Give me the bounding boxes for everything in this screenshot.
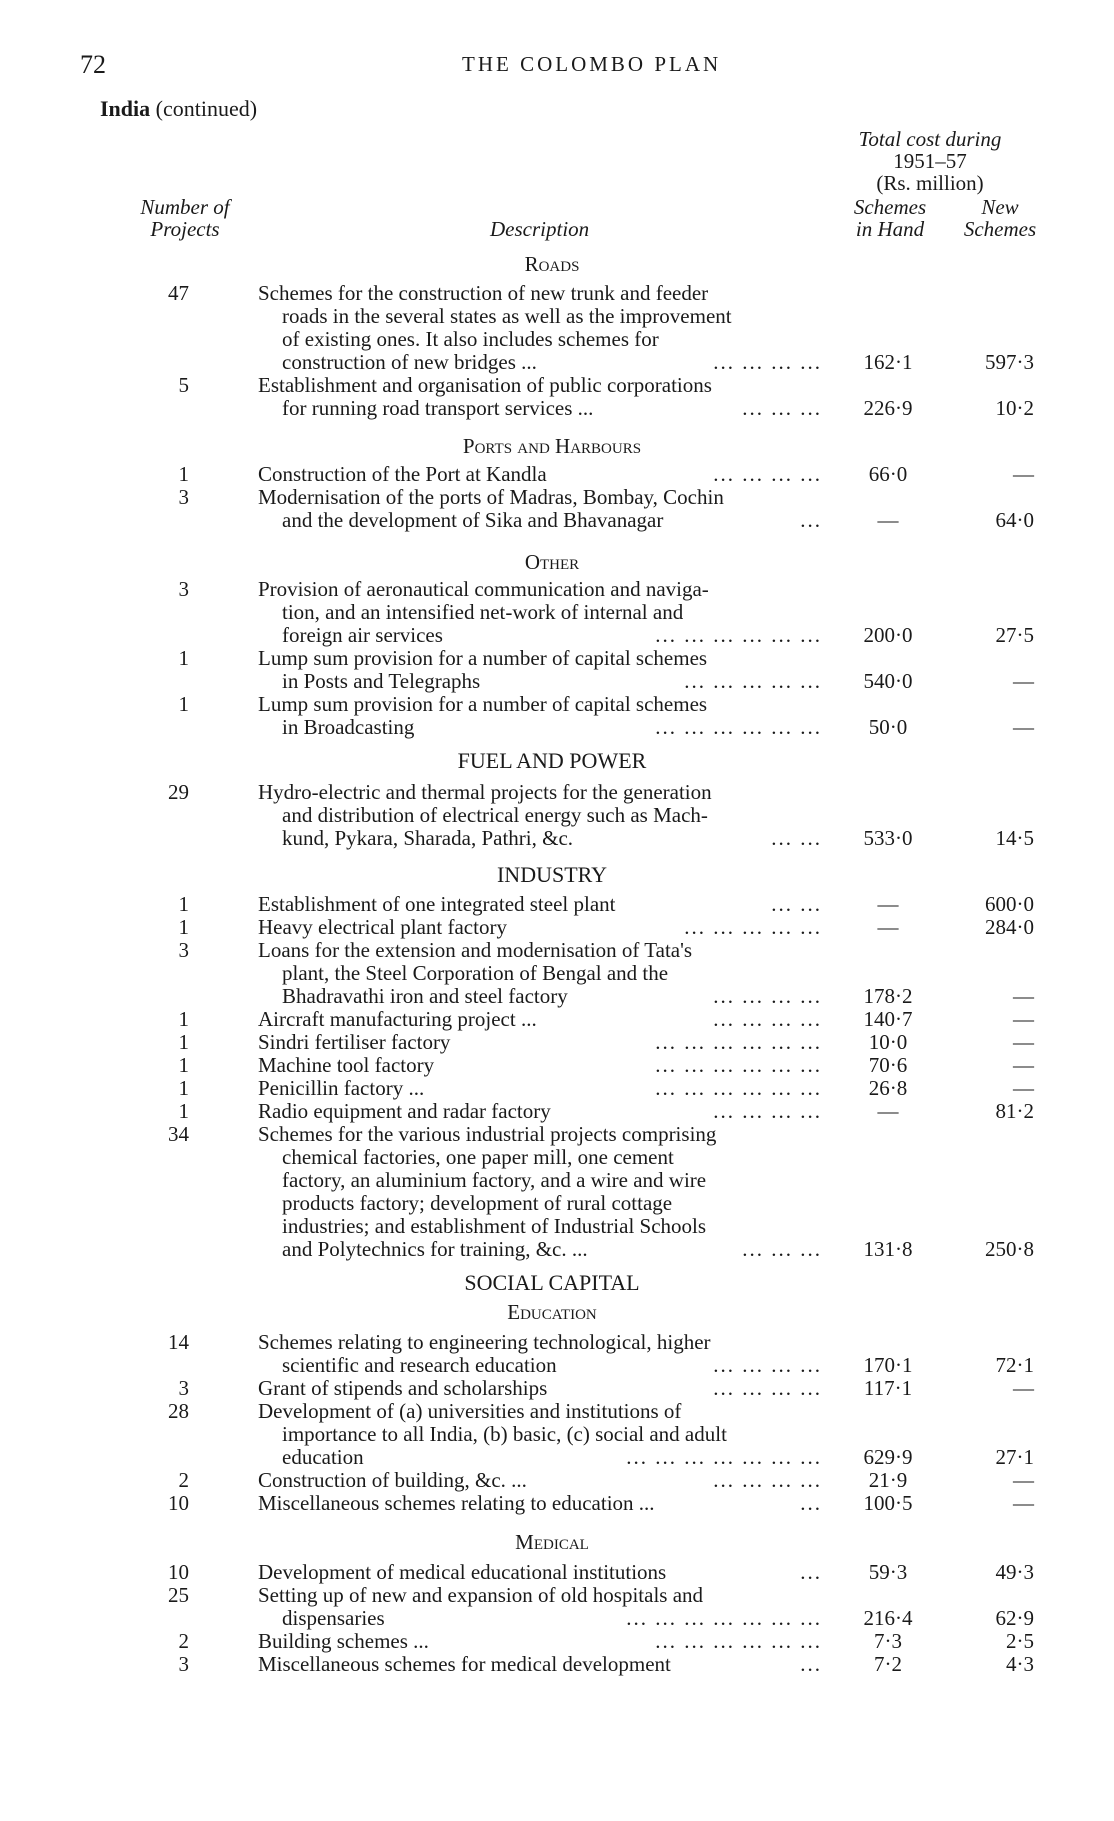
table-row — [0, 939, 1114, 962]
schemes-in-hand-value: 66·0 — [868, 462, 908, 486]
table-row — [0, 693, 1114, 716]
schemes-in-hand-value: 70·6 — [868, 1053, 908, 1077]
row-description: Radio equipment and radar factory — [258, 1099, 551, 1123]
project-count: 10 — [168, 1560, 189, 1584]
schemes-in-hand-value: 7·2 — [874, 1652, 902, 1676]
new-schemes-value: — — [1013, 1076, 1034, 1100]
row-leader-dots: ... ... ... ... ... ... — [655, 1076, 822, 1100]
row-leader-dots: ... ... ... — [742, 1237, 822, 1261]
table-row — [0, 804, 1114, 827]
table-row — [0, 716, 1114, 739]
table-row — [0, 1653, 1114, 1676]
project-count: 3 — [178, 1376, 189, 1400]
new-schemes-value: 64·0 — [995, 508, 1034, 532]
schemes-in-hand-value: 162·1 — [863, 350, 913, 374]
description-column-heading: Description — [490, 217, 590, 241]
project-count: 1 — [178, 1099, 189, 1123]
new-schemes-value: 27·5 — [995, 623, 1034, 647]
total-cost-unit: (Rs. million) — [876, 171, 984, 195]
new-schemes-value: 600·0 — [985, 892, 1034, 916]
schemes-in-hand-value: 131·8 — [863, 1237, 913, 1261]
row-leader-dots: ... ... ... ... ... ... ... — [626, 1606, 822, 1630]
row-leader-dots: ... ... ... ... ... — [684, 915, 822, 939]
table-row — [0, 1630, 1114, 1653]
row-leader-dots: ... — [800, 1652, 822, 1676]
project-count: 28 — [168, 1399, 189, 1423]
new-schemes-value: 72·1 — [995, 1353, 1034, 1377]
row-description: Development of (a) universities and institutions of — [258, 1399, 682, 1423]
schemes-in-hand-value: 140·7 — [863, 1007, 913, 1031]
new-schemes-value: — — [1013, 1007, 1034, 1031]
section-roads: Roads — [524, 252, 580, 276]
table-row — [0, 647, 1114, 670]
table-row — [0, 962, 1114, 985]
page-number: 72 — [80, 50, 106, 79]
schemes-in-hand-value: 100·5 — [863, 1491, 913, 1515]
table-row — [0, 305, 1114, 328]
project-count: 1 — [178, 692, 189, 716]
new-schemes-value: 81·2 — [995, 1099, 1034, 1123]
project-count: 29 — [168, 780, 189, 804]
table-row — [0, 1607, 1114, 1630]
table-row — [0, 670, 1114, 693]
row-leader-dots: ... — [800, 1491, 822, 1515]
project-count: 1 — [178, 915, 189, 939]
row-description: and Polytechnics for training, &c. ... — [282, 1237, 588, 1261]
continued-label: (continued) — [155, 96, 258, 121]
row-description: Miscellaneous schemes for medical development — [258, 1652, 671, 1676]
new-schemes-line1: New — [981, 195, 1019, 219]
schemes-in-hand-value: 26·8 — [868, 1076, 908, 1100]
row-description: Establishment and organisation of public corporations — [258, 373, 712, 397]
row-description: Loans for the extension and modernisation of Tata's — [258, 938, 693, 962]
table-row — [0, 1446, 1114, 1469]
row-leader-dots: ... ... ... — [742, 396, 822, 420]
row-description: Development of medical educational institutions — [258, 1560, 667, 1584]
table-row — [0, 624, 1114, 647]
project-count: 2 — [178, 1468, 189, 1492]
new-schemes-value: — — [1013, 715, 1034, 739]
table-row — [0, 1215, 1114, 1238]
project-count: 1 — [178, 1076, 189, 1100]
row-description: in Broadcasting — [282, 715, 415, 739]
in-hand-line1: Schemes — [853, 195, 927, 219]
projects-column-heading — [105, 196, 265, 240]
row-description: plant, the Steel Corporation of Bengal and the — [282, 961, 669, 985]
table-row — [0, 1584, 1114, 1607]
table-row — [0, 1561, 1114, 1584]
schemes-in-hand-value: 540·0 — [863, 669, 913, 693]
projects-heading-line2: Projects — [150, 217, 220, 241]
table-row — [0, 351, 1114, 374]
project-count: 1 — [178, 462, 189, 486]
table-row — [0, 1146, 1114, 1169]
schemes-in-hand-value: 216·4 — [863, 1606, 913, 1630]
schemes-in-hand-value: 226·9 — [863, 396, 913, 420]
country-name: India — [100, 96, 151, 121]
table-row — [0, 1492, 1114, 1515]
project-count: 10 — [168, 1491, 189, 1515]
total-cost-heading — [845, 128, 1015, 194]
row-description: factory, an aluminium factory, and a wire and wire — [282, 1168, 707, 1192]
project-count: 3 — [178, 938, 189, 962]
project-count: 47 — [168, 281, 189, 305]
schemes-in-hand-value: 629·9 — [863, 1445, 913, 1469]
row-description: Modernisation of the ports of Madras, Bombay, Cochin — [258, 485, 724, 509]
section-fuel-and-power: FUEL AND POWER — [457, 748, 647, 773]
row-description: foreign air services — [282, 623, 443, 647]
schemes-in-hand-value: — — [877, 915, 899, 939]
row-leader-dots: ... ... ... ... ... — [684, 669, 822, 693]
table-row — [0, 893, 1114, 916]
new-schemes-value: — — [1013, 669, 1034, 693]
row-description: tion, and an intensified net-work of internal and — [282, 600, 684, 624]
row-leader-dots: ... ... ... ... — [713, 1353, 822, 1377]
row-leader-dots: ... — [800, 1560, 822, 1584]
table-row — [0, 1054, 1114, 1077]
new-schemes-heading — [950, 196, 1050, 240]
table-row — [0, 397, 1114, 420]
row-description: Hydro-electric and thermal projects for the generation — [258, 780, 712, 804]
row-description: dispensaries — [282, 1606, 385, 1630]
table-row — [0, 1354, 1114, 1377]
in-hand-line2: in Hand — [855, 217, 925, 241]
table-row — [0, 1077, 1114, 1100]
section-other: Other — [524, 550, 580, 574]
section-social-capital: SOCIAL CAPITAL — [464, 1270, 640, 1295]
total-cost-years: 1951–57 — [893, 149, 967, 173]
row-description: of existing ones. It also includes schemes for — [282, 327, 659, 351]
new-schemes-line2: Schemes — [963, 217, 1037, 241]
new-schemes-value: 2·5 — [1006, 1629, 1034, 1653]
schemes-in-hand-value: 117·1 — [863, 1376, 913, 1400]
table-row — [0, 1469, 1114, 1492]
table-row — [0, 1123, 1114, 1146]
project-count: 14 — [168, 1330, 189, 1354]
project-count: 5 — [178, 373, 189, 397]
row-description: and the development of Sika and Bhavanagar — [282, 508, 664, 532]
row-description: Schemes relating to engineering technological, higher — [258, 1330, 711, 1354]
project-count: 25 — [168, 1583, 189, 1607]
section-industry: INDUSTRY — [496, 862, 607, 887]
row-description: Grant of stipends and scholarships — [258, 1376, 548, 1400]
table-row — [0, 1192, 1114, 1215]
row-description: Setting up of new and expansion of old hospitals and — [258, 1583, 704, 1607]
country-heading — [100, 96, 257, 122]
table-row — [0, 1008, 1114, 1031]
table-row — [0, 1031, 1114, 1054]
table-row — [0, 282, 1114, 305]
section-medical: Medical — [515, 1530, 589, 1554]
row-leader-dots: ... ... — [771, 826, 822, 850]
row-description: Aircraft manufacturing project ... — [258, 1007, 537, 1031]
project-count: 3 — [178, 485, 189, 509]
table-row — [0, 827, 1114, 850]
row-description: and distribution of electrical energy such as Mach- — [282, 803, 708, 827]
row-description: Schemes for the construction of new trunk and feeder — [258, 281, 709, 305]
schemes-in-hand-heading — [838, 196, 942, 240]
new-schemes-value: — — [1013, 984, 1034, 1008]
project-count: 1 — [178, 646, 189, 670]
new-schemes-value: 597·3 — [985, 350, 1034, 374]
running-head: THE COLOMBO PLAN — [462, 52, 722, 76]
row-description: Construction of building, &c. ... — [258, 1468, 527, 1492]
project-count: 2 — [178, 1629, 189, 1653]
row-description: Penicillin factory ... — [258, 1076, 425, 1100]
schemes-in-hand-value: 200·0 — [863, 623, 913, 647]
row-description: education — [282, 1445, 364, 1469]
row-leader-dots: ... ... ... ... ... ... ... — [626, 1445, 822, 1469]
new-schemes-value: 250·8 — [985, 1237, 1034, 1261]
table-row — [0, 463, 1114, 486]
row-leader-dots: ... ... ... ... ... ... — [655, 1030, 822, 1054]
table-row — [0, 601, 1114, 624]
row-description: in Posts and Telegraphs — [282, 669, 481, 693]
table-row — [0, 1400, 1114, 1423]
schemes-in-hand-value: — — [877, 892, 899, 916]
new-schemes-value: — — [1013, 1491, 1034, 1515]
schemes-in-hand-value: 7·3 — [874, 1629, 902, 1653]
new-schemes-value: — — [1013, 1030, 1034, 1054]
row-leader-dots: ... ... ... ... — [713, 1468, 822, 1492]
row-leader-dots: ... ... ... ... ... ... — [655, 1629, 822, 1653]
row-description: Sindri fertiliser factory — [258, 1030, 451, 1054]
new-schemes-value: — — [1013, 462, 1034, 486]
project-count: 34 — [168, 1122, 189, 1146]
row-leader-dots: ... ... ... ... ... ... — [655, 715, 822, 739]
row-description: Schemes for the various industrial projects comprising — [258, 1122, 717, 1146]
new-schemes-value: 14·5 — [995, 826, 1034, 850]
row-description: Bhadravathi iron and steel factory — [282, 984, 568, 1008]
row-leader-dots: ... ... ... ... ... ... — [655, 1053, 822, 1077]
row-leader-dots: ... ... ... ... ... ... — [655, 623, 822, 647]
row-leader-dots: ... ... ... ... — [713, 1376, 822, 1400]
new-schemes-value: — — [1013, 1376, 1034, 1400]
project-count: 1 — [178, 1030, 189, 1054]
project-count: 3 — [178, 577, 189, 601]
row-description: Lump sum provision for a number of capital schemes — [258, 692, 708, 716]
row-description: Building schemes ... — [258, 1629, 429, 1653]
new-schemes-value: 10·2 — [995, 396, 1034, 420]
table-row — [0, 1423, 1114, 1446]
row-description: products factory; development of rural cottage — [282, 1191, 673, 1215]
schemes-in-hand-value: 59·3 — [868, 1560, 908, 1584]
row-description: scientific and research education — [282, 1353, 557, 1377]
schemes-in-hand-value: — — [877, 508, 899, 532]
row-description: importance to all India, (b) basic, (c) social and adult — [282, 1422, 727, 1446]
project-count: 1 — [178, 1007, 189, 1031]
row-leader-dots: ... ... ... ... — [713, 984, 822, 1008]
table-row — [0, 509, 1114, 532]
table-row — [0, 1100, 1114, 1123]
row-leader-dots: ... ... ... ... — [713, 1007, 822, 1031]
new-schemes-value: 284·0 — [985, 915, 1034, 939]
table-row — [0, 1238, 1114, 1261]
row-leader-dots: ... ... ... ... — [713, 462, 822, 486]
schemes-in-hand-value: 170·1 — [863, 1353, 913, 1377]
table-row — [0, 486, 1114, 509]
table-row — [0, 781, 1114, 804]
row-description: roads in the several states as well as the improvement — [282, 304, 732, 328]
schemes-in-hand-value: 178·2 — [863, 984, 913, 1008]
row-leader-dots: ... ... — [771, 892, 822, 916]
total-cost-line1: Total cost during — [858, 127, 1002, 151]
new-schemes-value: — — [1013, 1468, 1034, 1492]
projects-heading-line1: Number of — [140, 195, 230, 219]
row-description: Machine tool factory — [258, 1053, 435, 1077]
row-description: Provision of aeronautical communication and naviga- — [258, 577, 709, 601]
section-ports-and-harbours: Ports and Harbours — [462, 434, 642, 458]
row-description: industries; and establishment of Industrial Schools — [282, 1214, 707, 1238]
row-description: Lump sum provision for a number of capital schemes — [258, 646, 708, 670]
schemes-in-hand-value: — — [877, 1099, 899, 1123]
row-description: Heavy electrical plant factory — [258, 915, 507, 939]
project-count: 3 — [178, 1652, 189, 1676]
new-schemes-value: — — [1013, 1053, 1034, 1077]
project-count: 1 — [178, 1053, 189, 1077]
table-row — [0, 1331, 1114, 1354]
row-description: Construction of the Port at Kandla — [258, 462, 547, 486]
table-row — [0, 916, 1114, 939]
schemes-in-hand-value: 533·0 — [863, 826, 913, 850]
new-schemes-value: 27·1 — [995, 1445, 1034, 1469]
table-row — [0, 985, 1114, 1008]
row-description: chemical factories, one paper mill, one cement — [282, 1145, 674, 1169]
schemes-in-hand-value: 21·9 — [868, 1468, 908, 1492]
row-leader-dots: ... ... ... ... — [713, 350, 822, 374]
project-count: 1 — [178, 892, 189, 916]
row-description: construction of new bridges ... — [282, 350, 537, 374]
schemes-in-hand-value: 10·0 — [868, 1030, 908, 1054]
row-description: for running road transport services ... — [282, 396, 594, 420]
table-row — [0, 328, 1114, 351]
section-education: Education — [507, 1300, 597, 1324]
row-leader-dots: ... — [800, 508, 822, 532]
table-row — [0, 374, 1114, 397]
row-leader-dots: ... ... ... ... — [713, 1099, 822, 1123]
table-row — [0, 578, 1114, 601]
new-schemes-value: 4·3 — [1006, 1652, 1034, 1676]
table-row — [0, 1377, 1114, 1400]
table-row — [0, 1169, 1114, 1192]
row-description: Establishment of one integrated steel plant — [258, 892, 616, 916]
row-description: kund, Pykara, Sharada, Pathri, &c. — [282, 826, 574, 850]
row-description: Miscellaneous schemes relating to education ... — [258, 1491, 655, 1515]
new-schemes-value: 62·9 — [995, 1606, 1034, 1630]
new-schemes-value: 49·3 — [995, 1560, 1034, 1584]
schemes-in-hand-value: 50·0 — [868, 715, 908, 739]
